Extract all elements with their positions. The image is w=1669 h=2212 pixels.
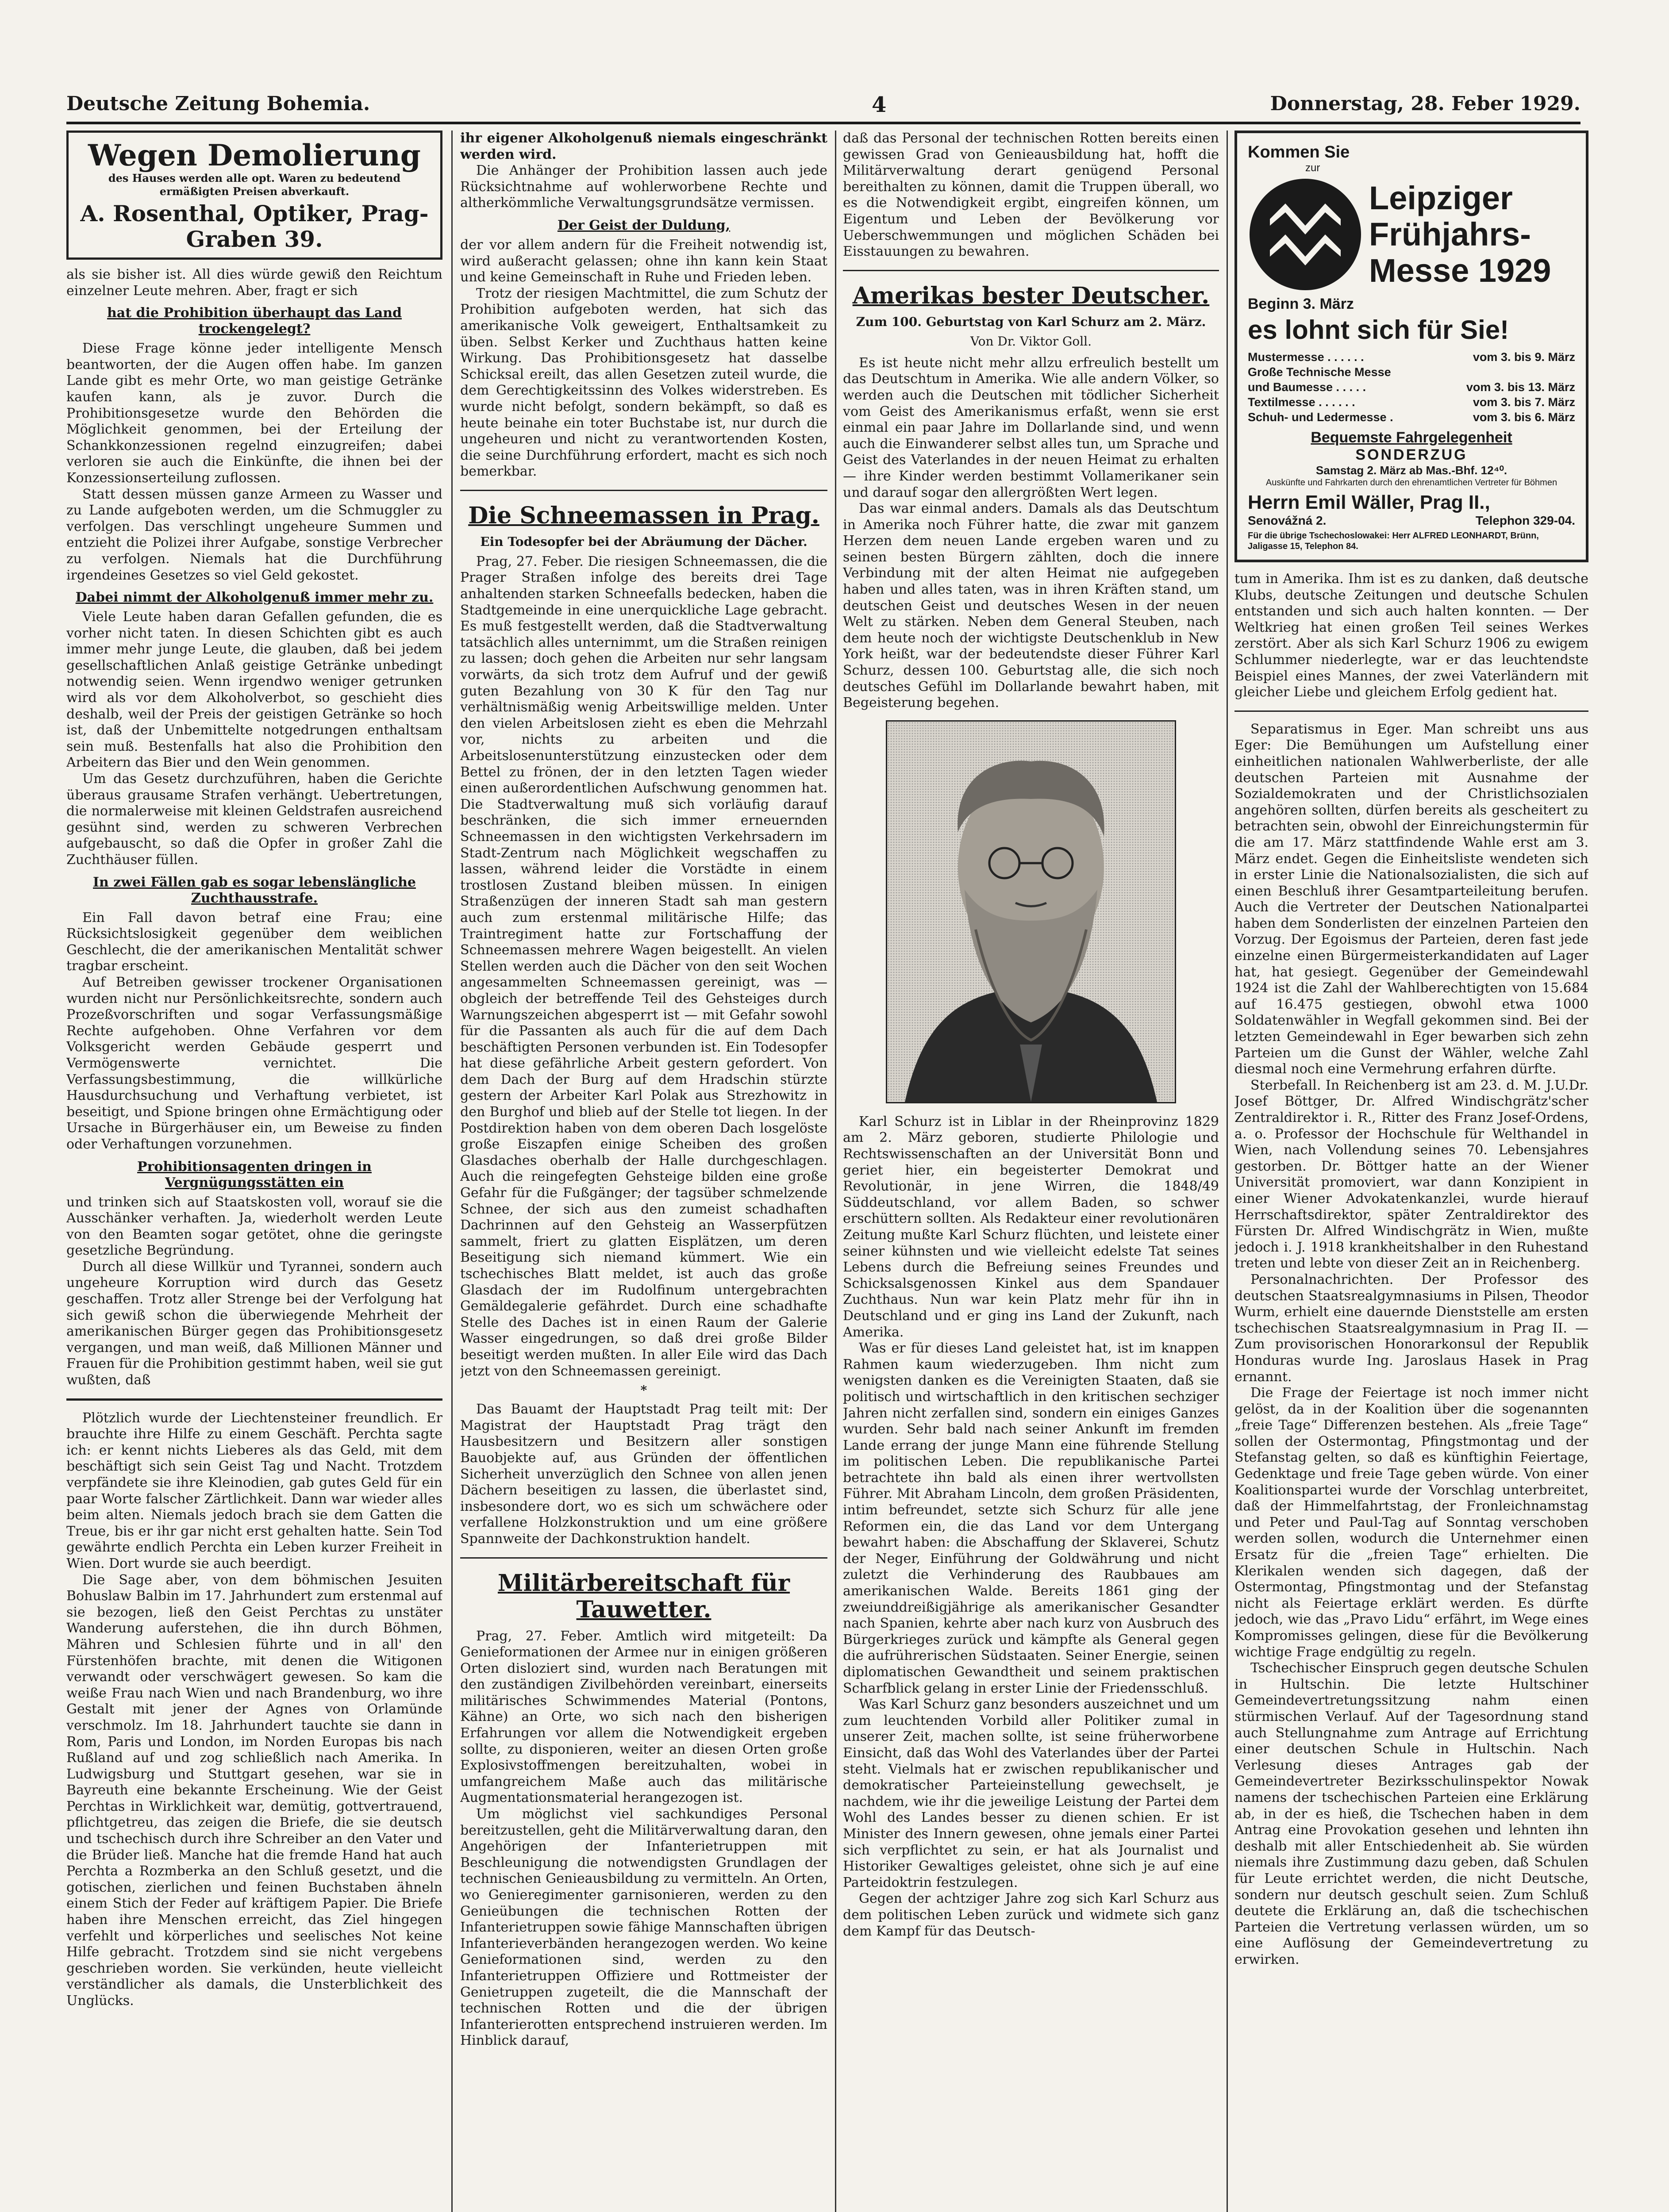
ad-other-rep: Für die übrige Tschechoslowakei: Herr ALFRED LEONHARDT, Brünn, Jaligasse 15, Telephon 84. (1248, 531, 1539, 551)
paragraph: Um möglichst viel sachkundiges Personal bereitzustellen, geht die Militärverwaltung daran, den Angehörigen der Infanterietruppen mit Beschleunigung die notwendigsten Grundlagen der technischen Genieausbildung zu vermitteln. An Orten, wo Genieregimenter garnisonieren, werden zu den Genieübungen die technischen Rotten der Infanterietruppen sowie fähige Mannschaften übrigen Infanterieverbänden herangezogen werden. Wo keine Genieformationen sind, werden zu den Infanterietruppen Offiziere und Rottmeister der Genietruppen zugeteilt, die die Mannschaft der technischen Rotten und die der übrigen Infanterierotten entsprechend instruieren werden. Im Hinblick darauf, (460, 1806, 827, 2049)
paragraph: der vor allem andern für die Freiheit notwendig ist, wird außeracht gelassen; ohne ihn kann kein Staat und keine Gemeinschaft in Ruhe und Frieden leben. (460, 237, 827, 285)
headline-schurz (843, 283, 1219, 309)
column-3 (843, 131, 1219, 2212)
row-value: vom 3. bis 7. März (1473, 396, 1575, 409)
paragraph: tum in Amerika. Ihm ist es zu danken, daß deutsche Klubs, deutsche Zeitungen und deutsche Schulen entstanden und sich auch halten konnten. — Der Weltkrieg hat einen großen Teil seines Werkes zerstört. Aber als sich Karl Schurz 1906 zu ewigem Schlummer niederlegte, war er das leuchtendste Beispiel eines Mannes, der zwei Vaterländern mit gleicher Liebe und gleichem Erfolg gedient hat. (1234, 571, 1588, 700)
ad-address (1248, 514, 1575, 528)
ad-lohnt: es lohnt sich für Sie! (1248, 315, 1509, 345)
divider (843, 270, 1219, 271)
paragraph: Plötzlich wurde der Liechtensteiner freundlich. Er brauchte ihre Hilfe zu einem Geschäft. Perchta sagte ich: er kennt nichts Lieberes als das Geld, mit dem beschäftigt sich sein Geist Tag und Nacht. Trotzdem verpfändete sie ihre Kleinodien, gab gutes Geld für ein paar Worte falscher Zärtlichkeit. Dann war wieder alles beim alten. Niemals jedoch brach sie dem Gatten die Treue, bis er ihr gar nicht erst gehalten hatte. Sein Tod gewährte endlich Perchta ein Leben kurzer Freiheit in Wien. Dort wurde sie auch beerdigt. (66, 1410, 442, 1571)
paragraph: Karl Schurz ist in Liblar in der Rheinprovinz 1829 am 2. März geboren, studierte Philologie und Rechtswissenschaften an der Universität Bonn und geriet hier, ein begeisterter Demokrat und Revolutionär, in jene Wirren, die 1848/49 Süddeutschland, vor allem Baden, so schwer erschüttern sollten. Als Redakteur einer revolutionären Zeitung mußte Karl Schurz flüchten, und leistete einer seiner kühnsten und wie vielleicht edelste Tat seines Lebens durch die Befreiung seines Freundes und Schicksalsgenossen Kinkel aus dem Spandauer Zuchthaus. Nun war kein Platz mehr für ihn in Deutschland und er ging ins Land der Zukunft, nach Amerika. (843, 1114, 1219, 1340)
issue-date: Donnerstag, 28. Feber 1929. (1270, 92, 1581, 115)
ad-rosenthal (66, 131, 442, 260)
ad-title (1369, 180, 1551, 289)
paragraph: Tschechischer Einspruch gegen deutsche Schulen in Hultschin. Die letzte Hultschiner Gemeindevertretungssitzung nahm einen stürmischen Verlauf. Auf der Tagesordnung stand auch Stellungnahme zum Antrage auf Errichtung einer deutschen Schule in Hultschin. Nach Verlesung dieses Antrages gab der Gemeindevertreter Bezirksschulinspektor Nowak namens der tschechischen Parteien eine Erklärung ab, in der es hieß, die Tschechen haben in dem Antrag eine Provokation gesehen und lehnten ihn deshalb mit aller Entschiedenheit ab. Sie würden niemals ihre Zustimmung dazu geben, daß Schulen für Leute errichtet werden, die nicht Deutsche, sondern nur deutsch geschult seien. Zum Schluß deutete die Erklärung an, daß die tschechischen Parteien die Vertretung verlassen würden, um so eine Auflösung der Gemeindevertretung zu erwirken. (1234, 1660, 1588, 1967)
masthead (66, 91, 1581, 124)
paragraph: Die Frage der Feiertage ist noch immer nicht gelöst, da in der Koalition über die sogenannten „freie Tage“ Differenzen bestehen. Als „freie Tage“ sollen der Ostermontag, Pfingstmontag und der Stefanstag gelten, so daß es künftighin Feiertage, Gedenktage und freie Tage geben würde. Von einer Koalitionspartei wurde der Vorschlag unterbreitet, daß der Himmelfahrtstag, der Fronleichnamstag und Peter und Paul-Tag auf Sonntag verschoben werden sollen, wodurch die Unternehmer einen Ersatz für die „freien Tage“ erhielten. Die Klerikalen wenden sich dagegen, daß der Ostermontag, Pfingstmontag und der Stefanstag nicht als Feiertage erklärt werden. Es dürfte jedoch, wie das „Pravo Lidu“ erfährt, im Wege eines Kompromisses gelingen, diese für die Bevölkerung wichtige Frage endgültig zu regeln. (1234, 1385, 1588, 1660)
paragraph: Die Sage aber, von dem böhmischen Jesuiten Bohuslaw Balbin im 17. Jahrhundert zum erstenmal auf sie bezogen, ließ den Geist Perchtas zu unstäter Wanderung auferstehen, die ihn durch Böhmen, Mähren und Schlesien führte und in all' den Fürstenhöfen brachte, mit denen die Witigonen verwandt oder verschwägert gewesen. So kam die weiße Frau nach Wien und nach Brandenburg, wo ihre Gestalt mit jener der Agnes von Orlamünde verschmolz. Im 18. Jahrhundert tauchte sie dann in Rom, Paris und London, im Norden Europas bis nach Rußland auf und zog schließlich nach Amerika. In Ludwigsburg und Stuttgart gesehen, war sie in Bayreuth eine bekannte Erscheinung. Wie der Geist Perchtas in Wirklichkeit war, demütig, gottvertrauend, pflichtgetreu, das zeigen die Briefe, die sie deutsch und tschechisch durch ihre Schreiber an den Vater und die Brüder ließ. Manche hat die fremde Hand hat auch Perchta a Rozmberka an den Schluß gesetzt, und die gotischen, zierlichen und feinen Buchstaben ähneln einem Stich der Feder auf kräftigem Papier. Die Briefe haben ihre Menschen erreicht, das Ziel hingegen verfehlt und körperliches und seelisches Not keine Hilfe gebracht. Trotzdem sind sie nicht vergebens geschrieben worden. Sie verkünden, heute vielleicht verständlicher als damals, die Unsterblichkeit des Unglücks. (66, 1572, 442, 2008)
dek: Ein Todesopfer bei der Abräumung der Dächer. (480, 534, 808, 549)
column-1 (66, 131, 442, 2212)
subheading: Prohibitionsagenten dringen in Vergnügungsstätten ein (137, 1159, 372, 1190)
ad-title-line: Leipziger (1369, 180, 1513, 216)
paragraph: Die Anhänger der Prohibition lassen auch jede Rücksichtnahme auf wohlerworbene Rechte und altherkömmliche Verwaltungsgrundsätze vermissen. (460, 163, 827, 211)
ad-schedule-row (1248, 349, 1575, 365)
divider (460, 490, 827, 491)
column-4 (1234, 131, 1588, 2212)
ad-headline: Wegen Demolierung (88, 138, 421, 173)
paragraph: Das Bauamt der Hauptstadt Prag teilt mit: Der Magistrat der Hauptstadt Prag trägt den Hausbesitzern und Besitzern aller sonstigen Bauobjekte auf, aus Gründen der öffentlichen Sicherheit unverzüglich den Schnee von allen jenen Dächern beseitigen zu lassen, die überlastet sind, insbesondere dort, wo es sich um schwächere oder verfallene Holzkonstruktion und um eine größere Spannweite der Dachkonstruktion handelt. (460, 1402, 827, 1547)
headline-text: Die Schneemassen in Prag. (468, 502, 819, 529)
row-label: Mustermesse . . . . . . (1248, 350, 1364, 364)
ad-beginn: Beginn 3. März (1248, 296, 1354, 312)
byline: Von Dr. Viktor Goll. (970, 334, 1092, 349)
ad-text: des Hauses werden alle opt. Waren zu bedeutend ermäßigten Preisen abverkauft. (108, 172, 401, 198)
ad-firm: A. Rosenthal, Optiker, Prag-Graben 39. (80, 200, 429, 252)
ad-title-line: Frühjahrs- (1369, 216, 1531, 253)
paragraph: Statt dessen müssen ganze Armeen zu Wasser und zu Lande aufgeboten werden, um die Schmuggler zu verfolgen. Das verschlingt ungeheure Summen und entzieht die Polizei ihrer Aufgabe, sonstige Verbrecher zu verfolgen. Niemals hat die Durchführung irgendeines Gesetzes so viel Geld gekostet. (66, 486, 442, 583)
dek: Zum 100. Geburtstag von Karl Schurz am 2. März. (856, 314, 1206, 329)
row-label: Textilmesse . . . . . . (1248, 396, 1355, 409)
divider (1234, 710, 1588, 712)
column-2 (460, 131, 827, 2212)
asterisk-divider: * (640, 1383, 647, 1398)
paragraph: Um das Gesetz durchzuführen, haben die Gerichte überaus grausame Strafen verhängt. Uebertretungen, die normalerweise mit kleinen Geldstrafen ausreichend gesühnt sind, werden zu schweren Verbrechen aufgebauscht, so daß die Opfer in großer Zahl die Zuchthäuser füllen. (66, 771, 442, 868)
ad-schedule-row (1248, 365, 1575, 380)
row-value: vom 3. bis 6. März (1473, 411, 1575, 424)
column-rule (451, 131, 453, 2212)
row-value: vom 3. bis 13. März (1466, 380, 1575, 394)
paragraph: Durch all diese Willkür und Tyrannei, sondern auch ungeheure Korruption wird durch das Gesetz geschaffen. Trotz aller Strenge bei der Verfolgung hat sich gewiß schon die überwiegende Mehrheit der amerikanischen Bürger gegen das Prohibitionsgesetz vergangen, und man weiß, daß Millionen Männer und Frauen für die Prohibition gestimmt haben, weil sie gut wußten, daß (66, 1259, 442, 1388)
paragraph: Prag, 27. Feber. Amtlich wird mitgeteilt: Da Genieformationen der Armee nur in einigen größeren Orten disloziert sind, wurden nach Beratungen mit den zuständigen Zivilbehörden vereinbart, einerseits militärisches Schwimmendes Material (Pontons, Kähne) an Orte, wo sich nach den bisherigen Erfahrungen vor allem die Notwendigkeit ergeben sollte, zu disponieren, weiter an diesen Orten große Explosivstoffmengen bereitzuhalten, wobei in umfangreichem Maße auch das militärische Augmentationsmaterial herangezogen ist. (460, 1628, 827, 1806)
feuilleton-divider (66, 1398, 442, 1401)
paragraph: Was Karl Schurz ganz besonders auszeichnet und um zum leuchtenden Vorbild aller Politiker zumal in unserer Zeit, machen sollte, ist seine früherworbene Einsicht, daß das Wohl des Vaterlandes über der Partei steht. Vielmals hat er zwischen republikanischer und demokratischer Parteieinstellung gewechselt, je nachdem, wie ihr die jeweilige Leistung der Partei dem Wohl des Landes besser zu dienen schien. Er ist Minister des Innern gewesen, ohne jemals einer Partei sich verpflichtet zu sein, er hat als Journalist und Historiker Gewaltiges geleistet, ohne sich je auf eine Parteidoktrin festzulegen. (843, 1697, 1219, 1890)
ad-title-line: Messe 1929 (1369, 252, 1551, 289)
row-label: Schuh- und Ledermesse . (1248, 411, 1393, 424)
paragraph: Gegen der achtziger Jahre zog sich Karl Schurz aus dem politischen Leben zurück und widmete sich ganz dem Kampf für das Deutsch- (843, 1891, 1219, 1939)
divider (460, 1557, 827, 1559)
paragraph: Es ist heute nicht mehr allzu erfreulich bestellt um das Deutschtum in Amerika. Wie alle andern Völker, so werden auch die Deutschen mit tödlicher Sicherheit vom Geist des Amerikanismus erfaßt, wenn sie erst einmal ein paar Jahre im Dollarlande sind, und wenn auch die Einwanderer selbst alles tun, um Sprache und Geist des Vaterlandes in der neuen Heimat zu erhalten — ihre Kinder werden bestimmt Vollamerikaner sein und darauf sogar den allergrößten Wert legen. (843, 355, 1219, 500)
page-number: 4 (872, 92, 887, 117)
ad-schedule-row (1248, 380, 1575, 395)
subheading: hat die Prohibition überhaupt das Land trockengelegt? (107, 305, 402, 337)
headline-schneemassen (460, 503, 827, 529)
ad-sonderzug: SONDERZUG (1355, 446, 1468, 463)
paragraph: Viele Leute haben daran Gefallen gefunden, die es vorher nicht taten. In diesen Schichten gibt es auch immer mehr junge Leute, die glauben, daß bei jedem gesellschaftlichen Anlaß geistige Getränke unbedingt notwendig seien. Wenn irgendwo weniger getrunken wird als vor dem Alkoholverbot, so geschieht dies deshalb, weil der Preis der geistigen Getränke so hoch ist, daß der Unbemittelte notgedrungen enthaltsam sein muß. Bestenfalls hat also die Prohibition den Arbeitern das Bier und den Wein genommen. (66, 609, 442, 771)
row-label: und Baumesse . . . . . (1248, 380, 1366, 394)
paragraph: Ein Fall davon betraf eine Frau; eine Rücksichtslosigkeit gegenüber dem weiblichen Geschlecht, die der amerikanischen Mentalität schwer tragbar erscheint. (66, 910, 442, 974)
ad-logo-row (1248, 177, 1575, 292)
column-rule (835, 131, 836, 2212)
headline-text: Amerikas bester Deutscher. (852, 282, 1210, 309)
paragraph: Diese Frage könne jeder intelligente Mensch beantworten, der die Augen offen habe. Im ganzen Lande gibt es mehr Orte, wo man geistige Getränke kaufen kann, als je zuvor. Durch die Prohibitionsgesetze wurde den Behörden die Möglichkeit genommen, bei der Erteilung der Schankkonzessionen regelnd einzugreifen; dabei verloren sie auch die Einkünfte, die ihnen bei der Konzessionserteilung zuflossen. (66, 341, 442, 486)
subheading: Dabei nimmt der Alkoholgenuß immer mehr zu. (75, 590, 434, 606)
ad-leipziger-messe (1234, 131, 1588, 562)
paragraph: Prag, 27. Feber. Die riesigen Schneemassen, die die Prager Straßen infolge des bereits drei Tage anhaltenden starken Schneefalls bedecken, haben die Stadtgemeinde in eine unerquickliche Lage gebracht. Es muß festgestellt werden, daß die Stadtverwaltung tatsächlich alles unternimmt, um die Straßen reinigen zu lassen; doch gehen die Arbeiten nur sehr langsam vorwärts, da sich trotz dem Aufruf und der gewiß guten Bezahlung von 30 K für den Tag nur verhältnismäßig wenig Arbeitswillige melden. Unter den vielen Arbeitslosen zieht es eben die Mehrzahl vor, nichts zu arbeiten und die Arbeitslosenunterstützung einzustecken oder dem Bettel zu frönen, der in den letzten Tagen wieder einen außerordentlichen Aufschwung genommen hat. Die Stadtverwaltung muß sich vorläufig darauf beschränken, die sich immer erneuernden Schneemassen in den wichtigsten Verkehrsadern im Stadt-Zentrum nach Möglichkeit wegschaffen zu lassen, während leider die Vorstädte in einem trostlosen Zustand bleiben müssen. In einigen Straßenzügen der inneren Stadt sah man gestern auch zum erstenmal militärische Hilfe; das Traintregiment hatte zur Fortschaffung der Schneemassen mehrere Wagen beigestellt. An vielen Stellen werden auch die Dächer von den seit Wochen angesammelten Schneemassen gereinigt, was — obgleich der betreffende Teil des Gehsteiges durch Warnungszeichen abgesperrt ist — mit Gefahr sowohl für die Passanten als auch für die auf dem Dach beschäftigten Personen verbunden ist. Ein Todesopfer hat diese gefährliche Arbeit gestern gefordert. Von dem Dach der Burg auf dem Hradschin stürzte gestern der Arbeiter Karl Polak aus Strezhowitz in den Burghof und blieb auf der Stelle tot liegen. In der Postdirektion haben von dem oberen Dach losgelöste große Eiszapfen einige Scheiben des großen Glasdaches oberhalb der Halle durchgeschlagen. Auch die reingefegten Gehsteige bilden eine große Gefahr für die Fußgänger; der tagsüber schmelzende Schnee, der sich aus den zumeist schadhaften Dachrinnen auf den Gehsteig an Wasserpfützen sammelt, friert zu glatten Eisplätzen, um deren Beseitigung sich niemand kümmert. Wie ein tschechisches Blatt meldet, ist auch das große Glasdach der im Rudolfinum untergebrachten Gemäldegalerie gefährdet. Durch eine schadhafte Stelle des Daches ist in einen Raum der Galerie Wasser eingedrungen, so daß drei große Bilder beseitigt werden mußten. In aller Eile wird das Dach jetzt von den Schneemassen gereinigt. (460, 553, 827, 1379)
ad-kommen: Kommen Sie (1248, 143, 1350, 161)
ad-bequem: Bequemste Fahrgelegenheit (1311, 429, 1512, 446)
paragraph: ihr eigener Alkoholgenuß niemals eingeschränkt werden wird. (460, 131, 827, 162)
paragraph: als sie bisher ist. All dies würde gewiß den Reichtum einzelner Leute mehren. Aber, fragt er sich (66, 267, 442, 299)
ad-schedule-row (1248, 395, 1575, 410)
paragraph: Sterbefall. In Reichenberg ist am 23. d. M. J.U.Dr. Josef Böttger, Dr. Alfred Windischgrätz'scher Zentraldirektor i. R., Ritter des Franz Josef-Ordens, a. o. Professor der Hochschule für Welthandel in Wien, nach Vollendung seines 70. Lebensjahres gestorben. Dr. Böttger hatte an der Wiener Universität promoviert, war dann Konzipient in einer Wiener Advokatenkanzlei, wurde hierauf Herrschaftsdirektor, später Zentraldirektor des Fürsten Dr. Alfred Windischgrätz in Wien, mußte jedoch i. J. 1918 krankheitshalber in den Ruhestand treten und lebte von dieser Zeit an in Reichenberg. (1234, 1077, 1588, 1271)
ad-zur: zur (1305, 162, 1320, 174)
ad-phone: Telephon 329-04. (1475, 514, 1575, 527)
paragraph: daß das Personal der technischen Rotten bereits einen gewissen Grad von Genieausbildung hat, hofft die Militärverwaltung derart genügend Personal bereithalten zu können, damit die Truppen überall, wo es die Notwendigkeit ergibt, eingreifen können, um Eigentum und Leben der Bevölkerung vor Ueberschwemmungen und möglichen Schäden bei Eisstauungen zu bewahren. (843, 131, 1219, 260)
ad-contact: Herrn Emil Wäller, Prag II., (1248, 492, 1490, 513)
ad-auskunft: Auskünfte und Fahrkarten durch den ehrenamtlichen Vertreter für Böhmen (1265, 478, 1557, 488)
paragraph: Auf Betreiben gewisser trockener Organisationen wurden nicht nur Persönlichkeitsrechte, sondern auch Prozeßvorschriften und sogar Verfassungsmäßige Rechte aufgehoben. Ohne Verfahren vor dem Volksgericht werden Gebäude gesperrt und Vermögenswerte vernichtet. Die Verfassungsbestimmung, die willkürliche Hausdurchsuchung und Verhaftung verbietet, ist beseitigt, und Spione bringen ohne Ermächtigung oder Ursache in Bürgerhäuser ein, um Beweise zu finden oder Verhaftungen vorzunehmen. (66, 974, 442, 1152)
karl-schurz-portrait (886, 720, 1176, 1103)
paragraph: Was er für dieses Land geleistet hat, ist im knappen Rahmen kaum wiederzugeben. Ihm nicht zum wenigsten danken es die Vereinigten Staaten, daß sie politisch und wirtschaftlich in den kritischen sechziger Jahren nicht zerfallen sind, sondern ein einiges Ganzes wurden. Sehr bald nach seiner Ankunft im fremden Lande errang der junge Mann eine führende Stellung im politischen Leben. Die republikanische Partei betrachtete ihn bald als einen ihrer wertvollsten Führer. Mit Abraham Lincoln, dem großen Präsidenten, intim befreundet, setzte sich Schurz für alle jene Reformen ein, die das Land vor dem Untergang bewahrt haben: die Abschaffung der Sklaverei, Schutz der Neger, Einführung der Goldwährung und nicht zuletzt die Verhinderung des Raubbaues am amerikanischen Walde. Bereits 1861 ging der zweiunddreißigjährige als amerikanischer Gesandter nach Spanien, kehrte aber nach kurz von Ausbruch des Bürgerkrieges zurück und kämpfte als General gegen die aufrührerischen Südstaaten. Seiner Energie, seinen diplomatischen Gewandtheit und seinem praktischen Scharfblick gelang in erster Linie der Friedensschluß. (843, 1340, 1219, 1696)
paragraph: und trinken sich auf Staatskosten voll, worauf sie die Ausschänker verhaften. Ja, wiederholt werden Leute von den Beamten sogar getötet, ohne die geringste gesetzliche Begründung. (66, 1194, 442, 1259)
subheading: In zwei Fällen gab es sogar lebenslängliche Zuchthausstrafe. (93, 874, 416, 906)
subheading: Der Geist der Duldung, (557, 217, 731, 233)
row-label: Große Technische Messe (1248, 365, 1391, 379)
ad-street: Senovážná 2. (1248, 514, 1327, 527)
headline-tauwetter (460, 1570, 827, 1623)
ad-schedule-row (1248, 410, 1575, 425)
paragraph: Separatismus in Eger. Man schreibt uns aus Eger: Die Bemühungen um Aufstellung einer einheitlichen nationalen Wahlwerberliste, der alle deutschen Parteien mit Ausnahme der Sozialdemokraten und der Christlichsozialen angehören sollten, dürfen bereits als gescheitert zu betrachten sein, obwohl der Einreichungstermin für die am 17. März stattfindende Wahle erst am 3. März endet. Gegen die Einheitsliste wendeten sich in erster Linie die Nationalsozialisten, die sich auf einen Beschluß ihrer Gesamtparteileitung berufen. Auch die Vertreter der Deutschen Nationalpartei haben dem Sonderlisten der einzelnen Parteien den Vorzug. Der Egoismus der Parteien, deren fast jede einzelne einen Bürgermeisterkandidaten auf Lager hat, hat gesiegt. Gegenüber der Gemeindewahl 1924 ist die Zahl der Wahlberechtigten von 15.684 auf 16.475 gestiegen, obwohl etwa 1000 Soldatenwähler in Wegfall gekommen sind. Bei der letzten Gemeindewahl in Eger bewarben sich zehn Parteien um die Gunst der Wähler, welche Zahl diesmal noch eine Vermehrung erfahren dürfte. (1234, 721, 1588, 1077)
column-rule (1227, 131, 1228, 2212)
paragraph: Personalnachrichten. Der Professor des deutschen Staatsrealgymnasiums in Pilsen, Theodor Wurm, erhielt eine dauernde Dienststelle am ersten tschechischen Staatsrealgymnasium in Prag II. — Zum provisorischen Honorarkonsul der Republik Honduras wurde Ing. Jaroslaus Hasek in Prag ernannt. (1234, 1271, 1588, 1385)
row-value: vom 3. bis 9. März (1473, 350, 1575, 364)
paper-name: Deutsche Zeitung Bohemia. (66, 92, 370, 115)
ad-samstag: Samstag 2. März ab Mas.-Bhf. 12⁴⁰. (1315, 464, 1507, 477)
paragraph: Das war einmal anders. Damals als das Deutschtum in Amerika noch Führer hatte, die zwar mit ganzem Herzen dem neuen Lande ergeben waren und zu seinen besten Bürgern zählten, doch die innere Verbindung mit der alten Heimat nie aufgegeben haben und alles taten, was in ihren Kräften stand, um deutschen Geist und deutsches Wesen in der neuen Welt zu stärken. Neben dem General Steuben, nach dem heute noch der wichtigste Deutschenklub in New York heißt, war der bedeutendste dieser Führer Karl Schurz, dessen 100. Geburtstag alle, die sich noch deutsches Gefühl im Dollarlande bewahrt haben, mit Begeisterung begehen. (843, 501, 1219, 711)
messe-mm-logo-icon (1248, 177, 1363, 292)
paragraph: Trotz der riesigen Machtmittel, die zum Schutz der Prohibition aufgeboten werden, hat sich das amerikanische Volk geweigert, Enthaltsamkeit zu üben. Selbst Kerker und Zuchthaus hatten keine Wirkung. Das Prohibitionsgesetz hat dasselbe Schicksal ereilt, das allen Gesetzen zuteil wurde, die dem Gerechtigkeitssinn des Volkes widerstreben. Es wurde nicht befolgt, sondern bekämpft, so daß es heute beinahe ein toter Buchstabe ist, nur durch die ungeheuren und nicht zu verantwortenden Kosten, die seine Durchführung erfordert, macht es sich noch bemerkbar. (460, 285, 827, 480)
headline-text: Militärbereitschaft für Tauwetter. (497, 1569, 790, 1623)
